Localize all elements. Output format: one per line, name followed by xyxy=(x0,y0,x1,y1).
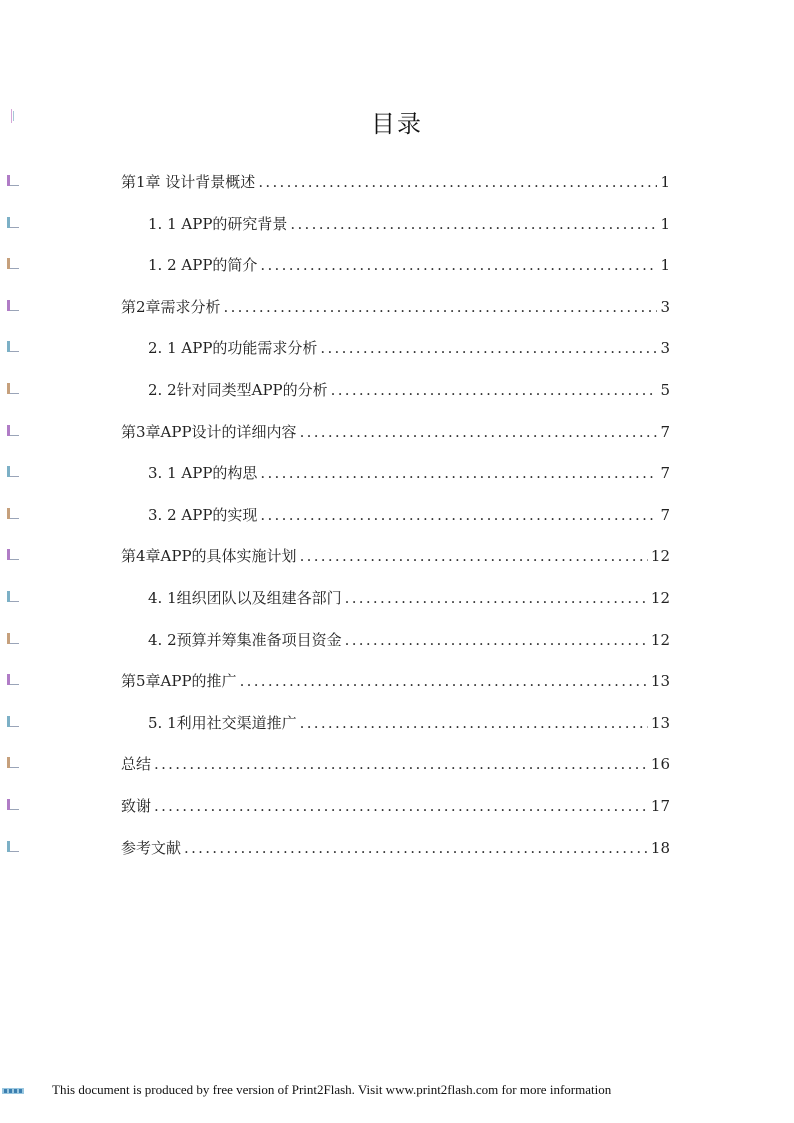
toc-entry-page: 12 xyxy=(650,547,670,565)
toc-entry-label: 5. 1利用社交渠道推广 xyxy=(148,714,297,732)
toc-entry[interactable] xyxy=(121,753,670,775)
toc-leader-dots xyxy=(331,379,658,401)
toc-entry[interactable] xyxy=(148,462,670,484)
margin-marker xyxy=(5,797,19,813)
margin-marker xyxy=(5,506,19,522)
margin-marker xyxy=(5,423,19,439)
toc-entry-label: 2. 2针对同类型APP的分析 xyxy=(148,381,328,399)
toc-entry-page: 12 xyxy=(650,589,670,607)
toc-entry-label: 4. 1组织团队以及组建各部门 xyxy=(148,589,342,607)
toc-entry-label: 参考文献 xyxy=(121,839,182,857)
toc-entry-label: 第5章APP的推广 xyxy=(121,672,237,690)
toc-leader-dots xyxy=(224,296,658,318)
margin-marker xyxy=(5,839,19,855)
margin-marker xyxy=(5,339,19,355)
toc-entry[interactable] xyxy=(121,670,670,692)
toc-entry-page: 17 xyxy=(650,797,670,815)
footer-notice: This document is produced by free version of Print2Flash. Visit www.print2flash.com for more information xyxy=(52,1082,612,1097)
toc-entry-page: 12 xyxy=(650,631,670,649)
toc-leader-dots xyxy=(300,421,658,443)
toc-entry-label: 第4章APP的具体实施计划 xyxy=(121,547,297,565)
toc-leader-dots xyxy=(258,171,657,193)
toc-entry[interactable] xyxy=(148,379,670,401)
toc-entry-label: 致谢 xyxy=(121,797,152,815)
margin-marker xyxy=(5,173,19,189)
toc-leader-dots xyxy=(300,712,648,734)
toc-leader-dots xyxy=(320,337,657,359)
toc-entry[interactable] xyxy=(148,629,670,651)
toc-entry-page: 16 xyxy=(650,755,670,773)
margin-marker xyxy=(5,631,19,647)
margin-marker xyxy=(5,547,19,563)
toc-entry-label: 第1章 设计背景概述 xyxy=(121,173,256,191)
toc-entry-label: 第3章APP设计的详细内容 xyxy=(121,423,297,441)
toc-leader-dots xyxy=(300,545,648,567)
margin-marker xyxy=(5,672,19,688)
toc-entry-page: 7 xyxy=(660,506,670,524)
margin-marker xyxy=(5,256,19,272)
margin-marker xyxy=(5,381,19,397)
toc-entry-label: 3. 2 APP的实现 xyxy=(148,506,258,524)
toc-entry[interactable] xyxy=(148,712,670,734)
toc-entry-label: 2. 1 APP的功能需求分析 xyxy=(148,339,318,357)
toc-entry-page: 7 xyxy=(660,423,670,441)
toc-leader-dots xyxy=(345,629,648,651)
toc-leader-dots xyxy=(260,254,657,276)
toc-entry[interactable] xyxy=(121,296,670,318)
toc-entry-page: 1 xyxy=(660,173,670,191)
toc-entry-label: 3. 1 APP的构思 xyxy=(148,464,258,482)
margin-marker xyxy=(5,589,19,605)
toc-entry-page: 1 xyxy=(660,215,670,233)
toc-entry[interactable] xyxy=(148,587,670,609)
toc-entry-page: 1 xyxy=(660,256,670,274)
toc-entry-page: 7 xyxy=(660,464,670,482)
toc-entry[interactable] xyxy=(121,795,670,817)
toc-entry-label: 1. 2 APP的简介 xyxy=(148,256,258,274)
toc-leader-dots xyxy=(240,670,648,692)
margin-marker xyxy=(5,714,19,730)
toc-leader-dots xyxy=(154,795,648,817)
margin-marker xyxy=(5,755,19,771)
toc-leader-dots xyxy=(290,213,657,235)
toc-entry-label: 第2章需求分析 xyxy=(121,298,221,316)
toc-entry-page: 3 xyxy=(660,339,670,357)
toc-entry[interactable] xyxy=(121,837,670,859)
toc-leader-dots xyxy=(260,462,657,484)
toc-entry-page: 13 xyxy=(650,672,670,690)
toc-leader-dots xyxy=(260,504,657,526)
toc-leader-dots xyxy=(154,753,648,775)
toc-entry[interactable] xyxy=(121,171,670,193)
toc-entry[interactable] xyxy=(121,421,670,443)
toc-entry[interactable] xyxy=(121,545,670,567)
page-title: 目录 xyxy=(371,110,423,138)
margin-marker xyxy=(5,298,19,314)
margin-marker xyxy=(5,464,19,480)
margin-marker xyxy=(5,215,19,231)
toc-entry-page: 13 xyxy=(650,714,670,732)
toc-entry-page: 3 xyxy=(660,298,670,316)
toc-entry-label: 1. 1 APP的研究背景 xyxy=(148,215,288,233)
print2flash-logo-icon xyxy=(2,1086,24,1096)
toc-entry-page: 5 xyxy=(660,381,670,399)
toc-entry[interactable] xyxy=(148,337,670,359)
toc-leader-dots xyxy=(184,837,648,859)
toc-entry[interactable] xyxy=(148,254,670,276)
toc-entry-label: 4. 2预算并筹集准备项目资金 xyxy=(148,631,342,649)
toc-leader-dots xyxy=(345,587,648,609)
toc-entry-page: 18 xyxy=(650,839,670,857)
toc-entry[interactable] xyxy=(148,504,670,526)
toc-entry-label: 总结 xyxy=(121,755,152,773)
toc-entry[interactable] xyxy=(148,213,670,235)
